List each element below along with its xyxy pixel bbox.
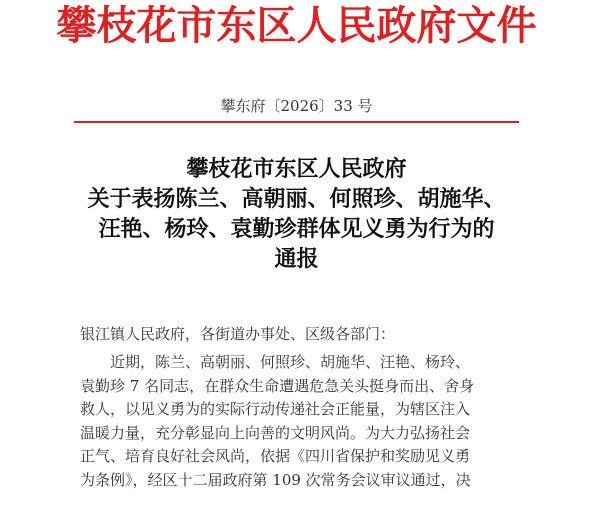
body-line-6: 为条例》，经区十二届政府第 109 次常务会议审议通过，决 [80,470,471,489]
body-paragraph [80,351,520,492]
body-line-1: 近期，陈兰、高朝丽、何照珍、胡施华、汪艳、杨玲、 [110,353,471,371]
body-line-5: 正气、培育良好社会风尚，依据《四川省保护和奖励见义勇 [80,447,471,465]
title-line-3: 汪艳、杨玲、袁勤珍群体见义勇为行为的 [98,216,495,242]
title-line-4: 通报 [274,246,319,272]
issuer-header: 攀枝花市东区人民政府文件 [56,2,537,49]
title-line-2: 关于表扬陈兰、高朝丽、何照珍、胡施华、 [87,186,506,212]
body-line-3: 救人，以见义勇为的实际行动传递社会正能量，为辖区注入 [80,400,471,418]
document-title [60,154,533,274]
body-line-4: 温暖力量，充分彰显向上向善的文明风尚。为大力弘扬社会 [80,423,471,442]
red-divider-rule [74,121,519,123]
body-line-2: 袁勤珍 7 名同志，在群众生命遭遇危急关头挺身而出、舍身 [80,376,475,395]
document-number: 攀东府〔2026〕33 号 [220,97,373,115]
salutation: 银江镇人民政府，各街道办事处、区级各部门： [80,325,396,343]
title-line-1: 攀枝花市东区人民政府 [186,156,407,182]
